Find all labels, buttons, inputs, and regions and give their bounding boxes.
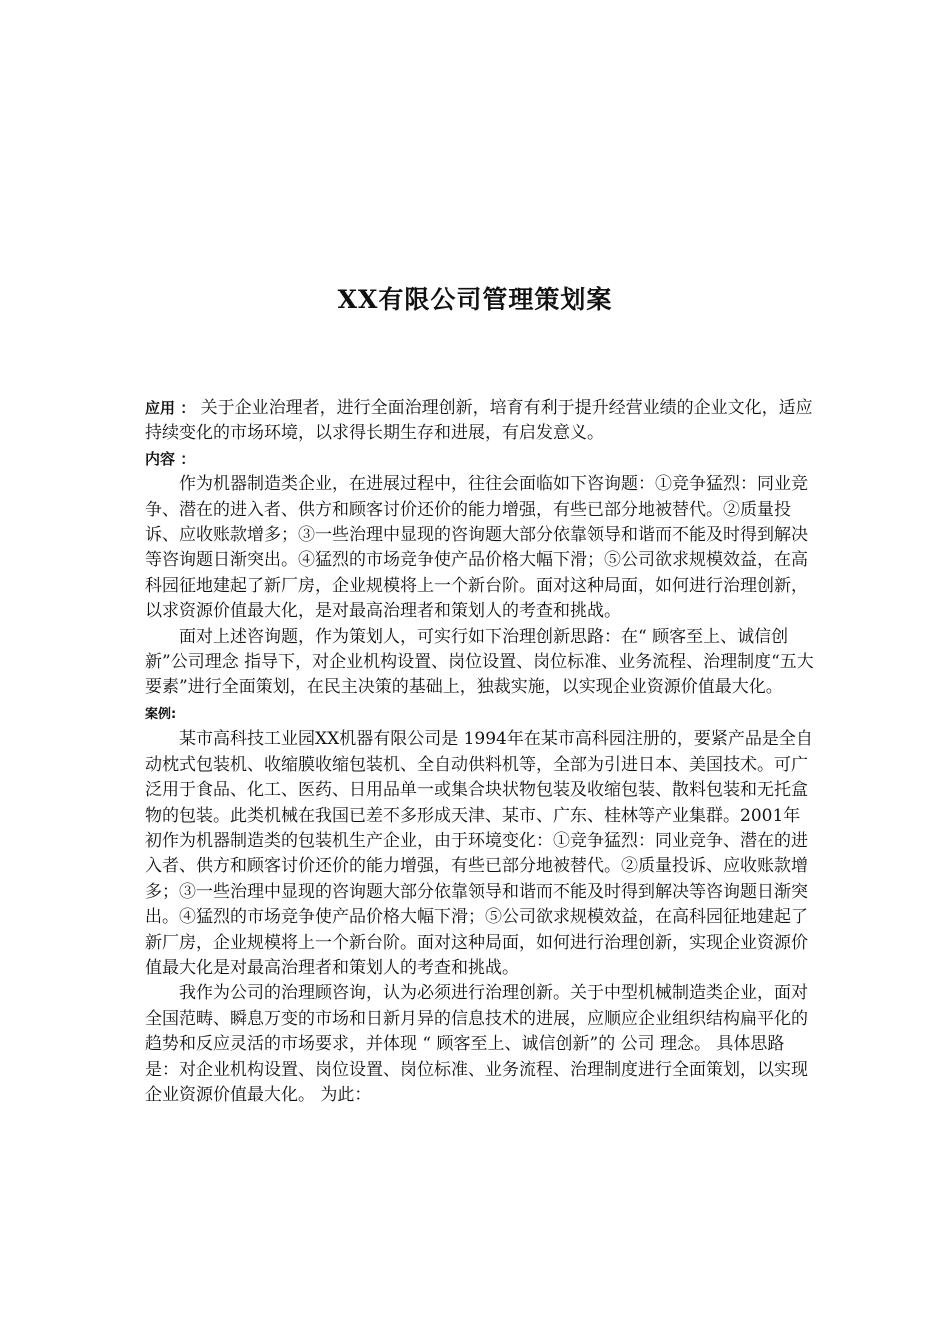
case-label-line <box>145 701 817 727</box>
case-paragraph-2: 我作为公司的治理顾咨询，认为必须进行治理创新。关于中型机械制造类企业，面对全国范畴、瞬息万变的市场和日新月异的信息技术的进展，应顺应企业组织结构扁平化的趋势和反应灵活的市场要求，并体现 “ 顾客至上、诚信创新”的 公司 理念。 具体思路是：对企业机构设置、岗位设置、岗位标准、业务流程、治理制度进行全面策划，以实现企业资源价值最大化。 为此： <box>145 983 808 1105</box>
content-paragraph-1: 作为机器制造类企业，在进展过程中，往往会面临如下咨询题：①竞争猛烈：同业竞争、潜在的进入者、供方和顾客讨价还价的能力增强，有些已部分地被替代。②质量投诉、应收账款增多；③一些治理中显现的咨询题大部分依靠领导和谐而不能及时得到解决等咨询题日渐突出。④猛烈的市场竞争使产品价格大幅下滑；⑤公司欲求规模效益，在高科园征地建起了新厂房，企业规模将上一个新台阶。面对这种局面，如何进行治理创新，以求资源价值最大化，是对最高治理者和策划人的考查和挑战。 <box>145 474 808 622</box>
content-label-line <box>145 447 817 472</box>
application-label: 应用 ： <box>145 399 196 417</box>
application-text: 关于企业治理者，进行全面治理创新，培育有利于提升经营业绩的企业文化，适应持续变化的市场环境，以求得长期生存和进展，有启发意义。 <box>145 398 813 444</box>
document-body <box>145 396 817 1108</box>
case-paragraph-1: 某市高科技工业园XX机器有限公司是 1994年在某市高科园注册的，要紧产品是全自动枕式包装机、收缩膜收缩包装机、全自动供料机等，全部为引进日本、美国技术。可广泛用于食品、化工、医药、日用品单一或集合块状物包装及收缩包装、散料包装和无托盒物的包装。此类机械在我国已差不多形成天津、某市、广东、桂林等产业集群。2001年初作为机器制造类的包装机生产企业，由于环境变化：①竞争猛烈：同业竞争、潜在的进入者、供方和顾客讨价还价的能力增强，有些已部分地被替代。②质量投诉、应收账款增多；③一些治理中显现的咨询题大部分依靠领导和谐而不能及时得到解决等咨询题日渐突出。④猛烈的市场竞争使产品价格大幅下滑；⑤公司欲求规模效益，在高科园征地建起了新厂房，企业规模将上一个新台阶。面对这种局面，如何进行治理创新，实现企业资源价值最大化是对最高治理者和策划人的考查和挑战。 <box>145 729 813 978</box>
application-paragraph <box>145 396 817 447</box>
content-label: 内容 ： <box>145 449 196 468</box>
document-title: XX有限公司管理策划案 <box>337 285 613 314</box>
content-paragraph-2: 面对上述咨询题，作为策划人，可实行如下治理创新思路：在“ 顾客至上、诚信创新”公司理念 指导下，对企业机构设置、岗位设置、岗位标准、业务流程、治理制度“五大要素”进行全面策划，在民主决策的基础上，独裁实施，以实现企业资源价值最大化。 <box>145 626 814 698</box>
case-label: 案例: <box>145 706 177 722</box>
